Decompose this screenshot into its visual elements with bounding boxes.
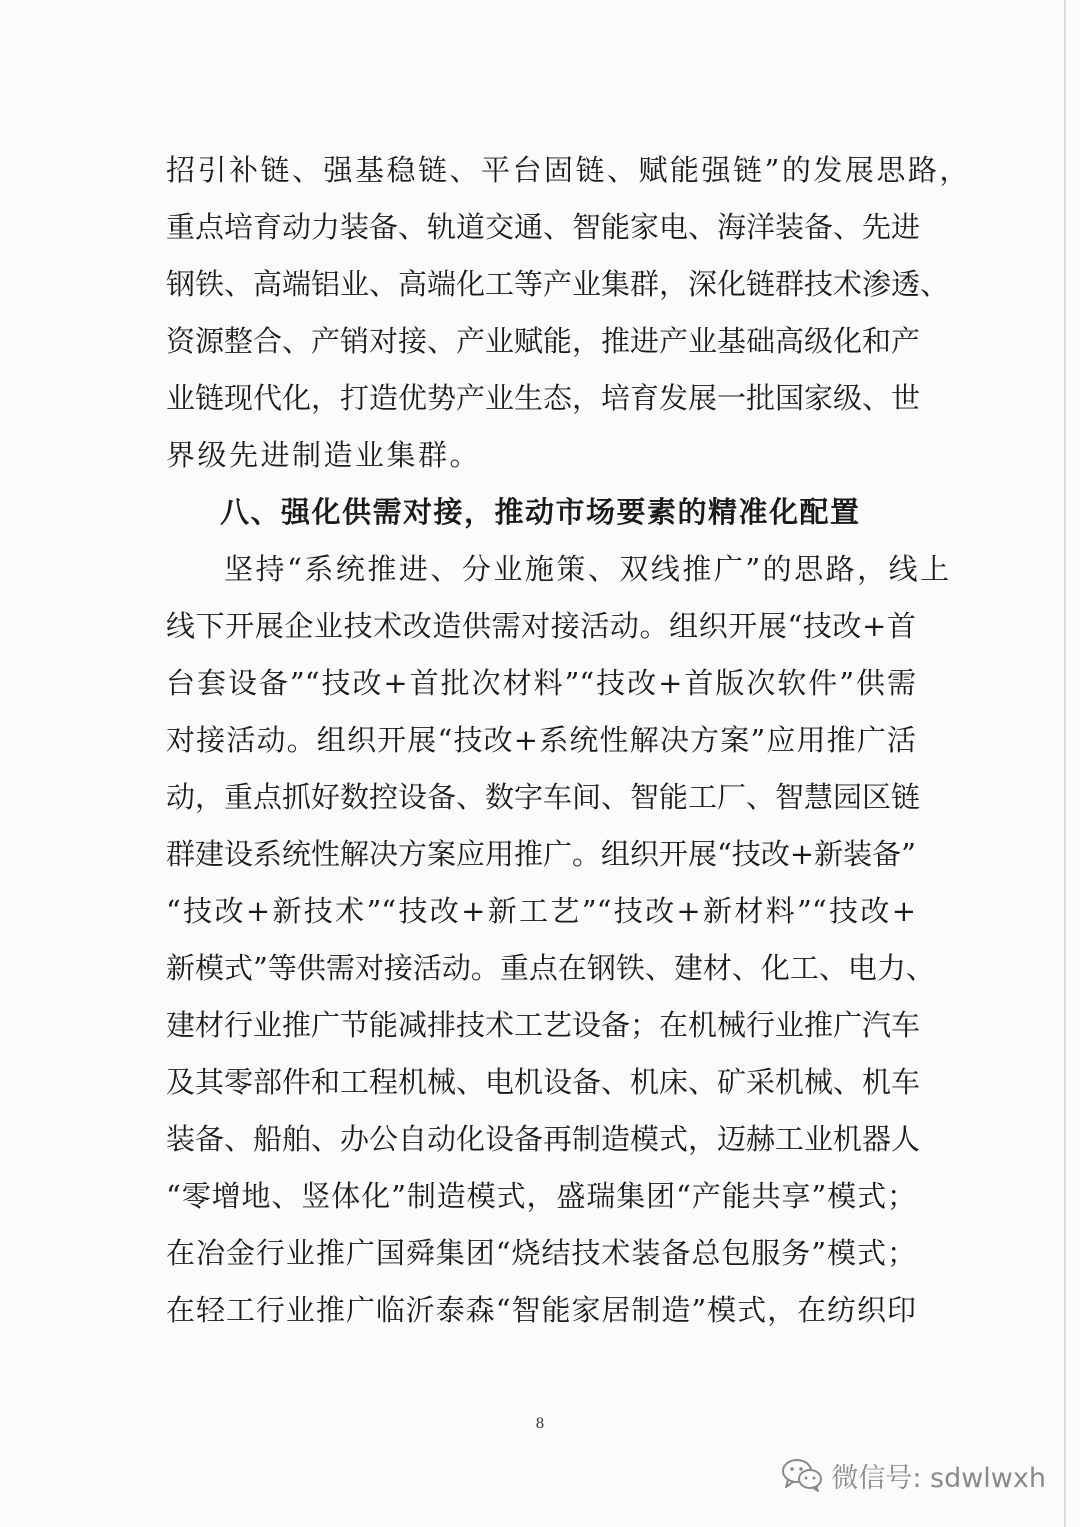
paragraph-line: 群建设系统性解决方案应用推广。组织开展“技改+新装备” bbox=[166, 837, 916, 871]
paragraph-line: 在轻工行业推广临沂泰森“智能家居制造”模式，在纺织印 bbox=[166, 1293, 916, 1327]
paragraph-line: 新模式”等供需对接活动。重点在钢铁、建材、化工、电力、 bbox=[166, 951, 935, 985]
body-text bbox=[166, 142, 971, 1339]
page-edge-rule bbox=[1064, 0, 1066, 1527]
paragraph-line: 及其零部件和工程机械、电机设备、机床、矿采机械、机车 bbox=[166, 1065, 921, 1099]
watermark-text: 微信号: sdwlwxh bbox=[831, 1462, 1046, 1494]
text-line: 钢铁、高端铝业、高端化工等产业集群，深化链群技术渗透、 bbox=[166, 267, 950, 301]
paragraph-line: “零增地、竖体化”制造模式，盛瑞集团“产能共享”模式； bbox=[166, 1179, 916, 1213]
text-line: 界级先进制造业集群。 bbox=[166, 438, 482, 472]
paragraph-line: 线下开展企业技术改造供需对接活动。组织开展“技改+首 bbox=[166, 609, 916, 643]
paragraph-line: 动，重点抓好数控设备、数字车间、智能工厂、智慧园区链 bbox=[166, 780, 921, 814]
paragraph-line: 装备、船舶、办公自动化设备再制造模式，迈赫工业机器人 bbox=[166, 1122, 921, 1156]
wechat-icon bbox=[781, 1458, 823, 1492]
text-line: 重点培育动力装备、轨道交通、智能家电、海洋装备、先进 bbox=[166, 210, 921, 244]
paragraph-line: 坚持“系统推进、分业施策、双线推广”的思路，线上 bbox=[224, 552, 952, 586]
wechat-watermark bbox=[781, 1455, 1046, 1495]
paragraph-line: 对接活动。组织开展“技改+系统性解决方案”应用推广活 bbox=[166, 723, 916, 757]
text-line: 招引补链、强基稳链、平台固链、赋能强链”的发展思路， bbox=[166, 153, 971, 187]
paragraph-line: 在冶金行业推广国舜集团“烧结技术装备总包服务”模式； bbox=[166, 1236, 916, 1270]
paragraph-line: 台套设备”“技改+首批次材料”“技改+首版次软件”供需 bbox=[166, 666, 916, 700]
paragraph-line: “技改+新技术”“技改+新工艺”“技改+新材料”“技改+ bbox=[166, 894, 916, 928]
section-heading: 八、强化供需对接，推动市场要素的精准化配置 bbox=[220, 495, 861, 529]
page-number: 8 bbox=[535, 1416, 545, 1432]
text-line: 业链现代化，打造优势产业生态，培育发展一批国家级、世 bbox=[166, 381, 921, 415]
text-line: 资源整合、产销对接、产业赋能，推进产业基础高级化和产 bbox=[166, 324, 921, 358]
paragraph-line: 建材行业推广节能减排技术工艺设备；在机械行业推广汽车 bbox=[166, 1008, 921, 1042]
